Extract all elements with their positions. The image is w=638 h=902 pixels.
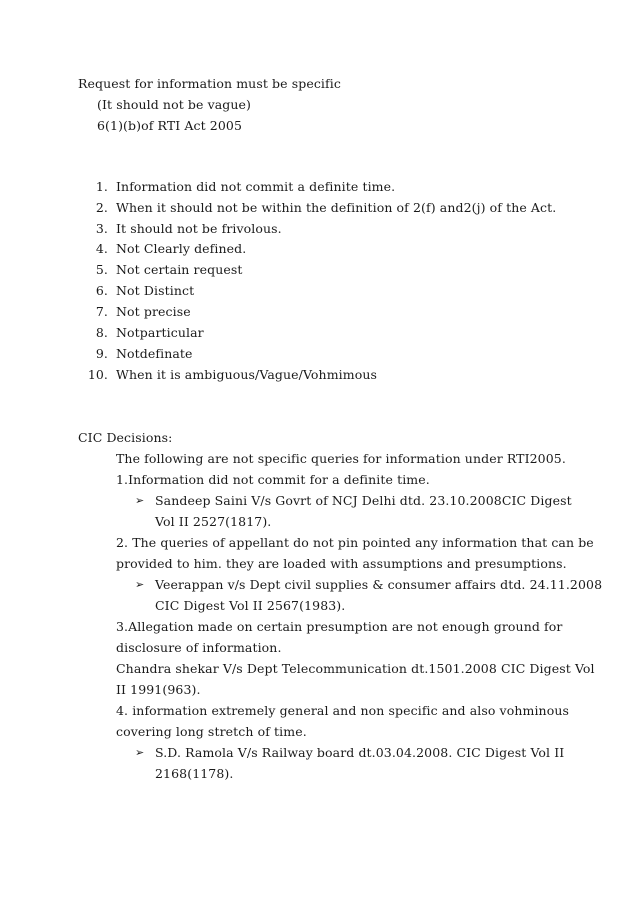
section-title: Request for information must be specific [78, 76, 341, 91]
arrow-bullet-icon: ➢ [135, 578, 145, 591]
list-text: Information did not commit a definite time. [116, 179, 396, 194]
case-citation-4: S.D. Ramola V/s Railway board dt.03.04.2008. CIC Digest Vol II [155, 745, 565, 760]
list-text: Not precise [116, 304, 191, 319]
list-number: 6. [95, 283, 108, 298]
list-number: 7. [95, 304, 108, 319]
case-citation-3: Chandra shekar V/s Dept Telecommunication dt.1501.2008 CIC Digest Vol [116, 661, 595, 676]
cic-point-2: 2. The queries of appellant do not pin pointed any information that can be [116, 535, 594, 550]
cic-point-3-cont: disclosure of information. [116, 640, 282, 655]
list-text: Not certain request [116, 262, 243, 277]
list-number: 8. [95, 325, 108, 340]
list-text: Notparticular [116, 325, 204, 340]
list-text: When it is ambiguous/Vague/Vohmimous [116, 367, 378, 382]
case-citation-2-cont: CIC Digest Vol II 2567(1983). [155, 598, 346, 613]
list-number: 5. [95, 262, 108, 277]
section-reference: 6(1)(b)of RTI Act 2005 [97, 118, 243, 133]
list-number: 10. [87, 367, 108, 382]
list-number: 1. [95, 179, 108, 194]
cic-heading: CIC Decisions: [78, 430, 173, 445]
cic-point-4: 4. information extremely general and non specific and also vohminous [116, 703, 569, 718]
cic-intro: The following are not specific queries for information under RTI2005. [116, 451, 566, 466]
list-number: 4. [95, 241, 108, 256]
arrow-bullet-icon: ➢ [135, 494, 145, 507]
cic-point-2-cont: provided to him. they are loaded with assumptions and presumptions. [116, 556, 567, 571]
case-citation-2: Veerappan v/s Dept civil supplies & consumer affairs dtd. 24.11.2008 [155, 577, 603, 592]
cic-point-1: 1.Information did not commit for a definite time. [116, 472, 430, 487]
case-citation-3-cont: II 1991(963). [116, 682, 201, 697]
list-text: Not Distinct [116, 283, 195, 298]
case-citation-1-cont: Vol II 2527(1817). [155, 514, 272, 529]
arrow-bullet-icon: ➢ [135, 746, 145, 759]
list-text: When it should not be within the definition of 2(f) and2(j) of the Act. [116, 200, 557, 215]
list-text: It should not be frivolous. [116, 221, 282, 236]
cic-point-3: 3.Allegation made on certain presumption are not enough ground for [116, 619, 563, 634]
cic-point-4-cont: covering long stretch of time. [116, 724, 307, 739]
case-citation-1: Sandeep Saini V/s Govrt of NCJ Delhi dtd. 23.10.2008CIC Digest [155, 493, 572, 508]
list-number: 3. [95, 221, 108, 236]
list-text: Notdefinate [116, 346, 193, 361]
section-subtitle: (It should not be vague) [97, 97, 252, 112]
list-number: 2. [95, 200, 108, 215]
list-number: 9. [95, 346, 108, 361]
case-citation-4-cont: 2168(1178). [155, 766, 234, 781]
list-text: Not Clearly defined. [116, 241, 247, 256]
